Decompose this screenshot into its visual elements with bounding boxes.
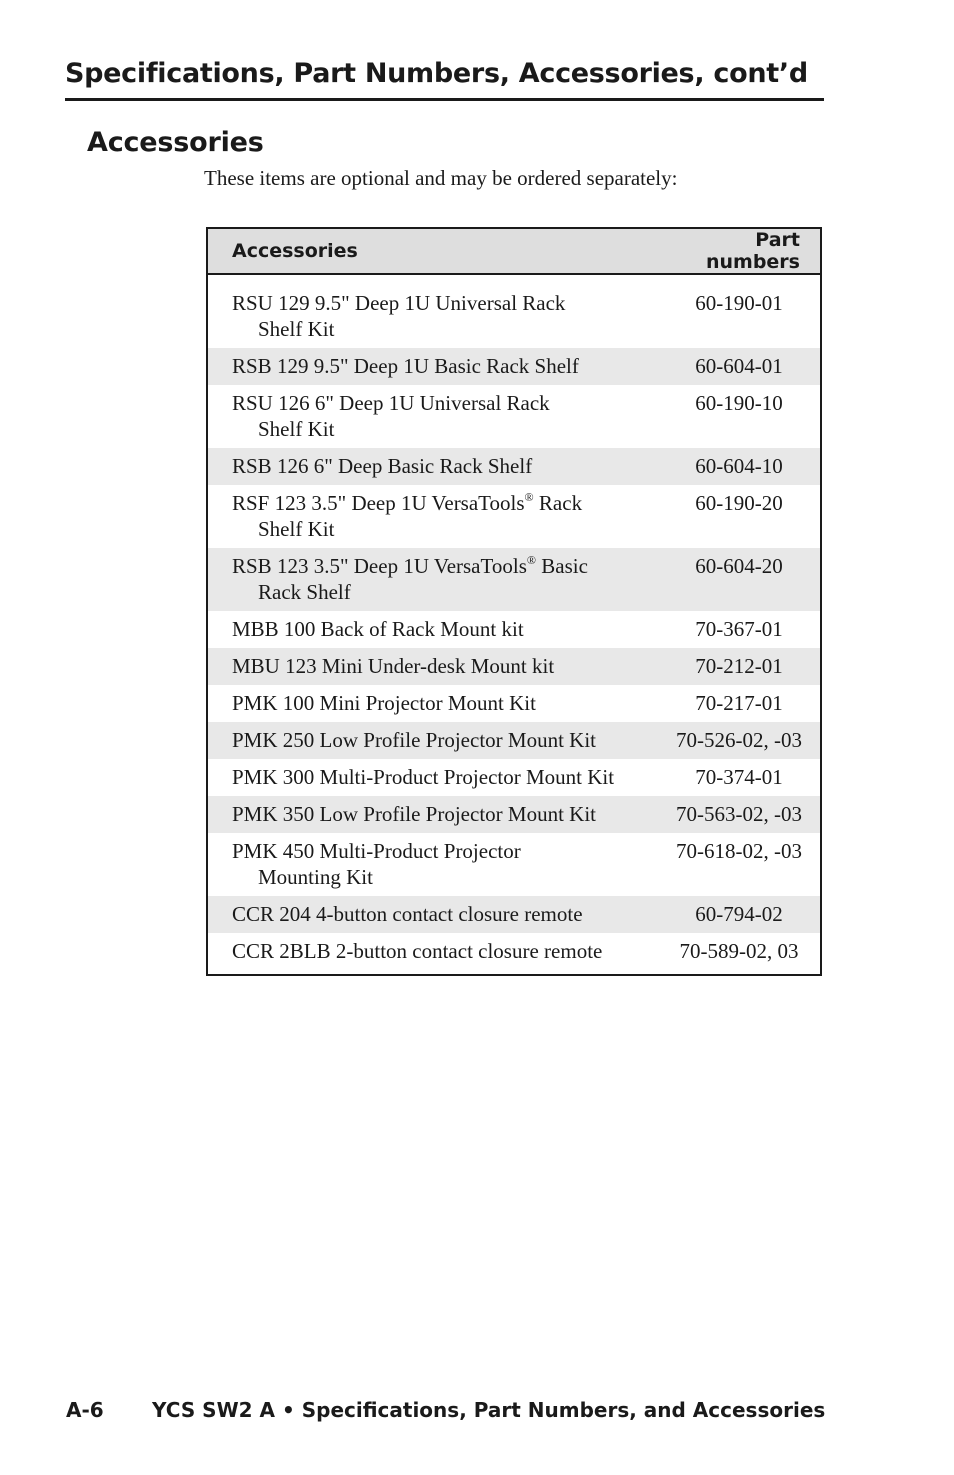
part-number: 70-217-01 xyxy=(695,691,783,715)
part-number: 60-604-01 xyxy=(658,348,821,385)
table-row xyxy=(207,833,821,896)
accessory-line-1b: Basic xyxy=(536,554,588,578)
accessory-line-1: PMK 450 Multi-Product Projector xyxy=(232,839,521,863)
accessory-name xyxy=(207,648,658,685)
table-row xyxy=(207,611,821,648)
table-row xyxy=(207,485,821,548)
accessory-line-1b: Rack xyxy=(533,491,583,515)
accessory-line-1: PMK 100 Mini Projector Mount Kit xyxy=(232,691,536,715)
part-number: 60-190-01 xyxy=(695,291,783,315)
accessory-line-1: CCR 2BLB 2-button contact closure remote xyxy=(232,939,603,963)
part-number: 70-374-01 xyxy=(695,765,783,789)
accessory-line-1: PMK 350 Low Profile Projector Mount Kit xyxy=(232,802,596,826)
accessory-name xyxy=(207,896,658,933)
accessory-name xyxy=(207,796,658,833)
part-number: 60-604-10 xyxy=(658,448,821,485)
accessory-name xyxy=(207,759,658,796)
table-row xyxy=(207,385,821,448)
accessory-line-2: Shelf Kit xyxy=(258,417,335,441)
page-footer xyxy=(66,1396,825,1424)
accessory-name xyxy=(207,548,658,611)
accessories-column-header: Accessories xyxy=(207,228,658,274)
table-row xyxy=(207,759,821,796)
accessory-line-2: Mounting Kit xyxy=(258,865,373,889)
accessory-name xyxy=(207,274,658,348)
accessory-name xyxy=(207,685,658,722)
footer-text: YCS SW2 A • Specifications, Part Numbers, and Accessories xyxy=(152,1398,826,1422)
table-row xyxy=(207,896,821,933)
page-number: A-6 xyxy=(66,1398,104,1422)
table-row xyxy=(207,448,821,485)
table-row xyxy=(207,348,821,385)
table-header-row xyxy=(207,228,821,274)
section-title: Accessories xyxy=(87,127,264,158)
accessory-line-1: RSU 129 9.5" Deep 1U Universal Rack xyxy=(232,291,566,315)
table-row xyxy=(207,648,821,685)
part-number: 60-794-02 xyxy=(658,896,821,933)
accessory-name xyxy=(207,833,658,896)
part-number: 70-618-02, -03 xyxy=(676,839,802,863)
page-header: Specifications, Part Numbers, Accessories, cont’d xyxy=(65,56,824,101)
accessory-name xyxy=(207,348,658,385)
accessory-name xyxy=(207,722,658,759)
accessory-line-2: Shelf Kit xyxy=(258,317,335,341)
accessory-line-1: CCR 204 4-button contact closure remote xyxy=(232,902,583,926)
accessory-name xyxy=(207,485,658,548)
accessories-table xyxy=(206,227,822,976)
part-number: 70-212-01 xyxy=(658,648,821,685)
accessory-line-1: MBU 123 Mini Under-desk Mount kit xyxy=(232,654,555,678)
part-number: 70-367-01 xyxy=(695,617,783,641)
accessory-line-1: RSB 126 6" Deep Basic Rack Shelf xyxy=(232,454,533,478)
accessory-line-1: RSU 126 6" Deep 1U Universal Rack xyxy=(232,391,550,415)
table-row xyxy=(207,933,821,975)
accessory-name xyxy=(207,933,658,975)
accessory-line-1: PMK 300 Multi-Product Projector Mount Kit xyxy=(232,765,615,789)
accessory-line-2: Shelf Kit xyxy=(258,517,335,541)
registered-mark: ® xyxy=(524,490,534,504)
part-number: 60-190-20 xyxy=(695,491,783,515)
accessory-line-1a: RSF 123 3.5" Deep 1U VersaTools xyxy=(232,491,525,515)
table-row xyxy=(207,796,821,833)
accessory-line-1: RSB 129 9.5" Deep 1U Basic Rack Shelf xyxy=(232,354,579,378)
registered-mark: ® xyxy=(526,553,536,567)
accessory-name xyxy=(207,448,658,485)
accessory-line-1: MBB 100 Back of Rack Mount kit xyxy=(232,617,524,641)
accessory-line-1a: RSB 123 3.5" Deep 1U VersaTools xyxy=(232,554,527,578)
accessory-name xyxy=(207,385,658,448)
accessory-line-1: PMK 250 Low Profile Projector Mount Kit xyxy=(232,728,596,752)
accessory-name xyxy=(207,611,658,648)
part-numbers-column-header: Part numbers xyxy=(658,228,821,274)
intro-text: These items are optional and may be ordered separately: xyxy=(204,166,678,190)
part-number: 60-604-20 xyxy=(658,548,821,611)
table-row xyxy=(207,548,821,611)
table-row xyxy=(207,685,821,722)
table-row xyxy=(207,722,821,759)
accessory-line-2: Rack Shelf xyxy=(258,580,351,604)
table-row xyxy=(207,274,821,348)
part-number: 70-563-02, -03 xyxy=(658,796,821,833)
part-number: 60-190-10 xyxy=(695,391,783,415)
part-number: 70-526-02, -03 xyxy=(658,722,821,759)
part-number: 70-589-02, 03 xyxy=(679,939,799,963)
